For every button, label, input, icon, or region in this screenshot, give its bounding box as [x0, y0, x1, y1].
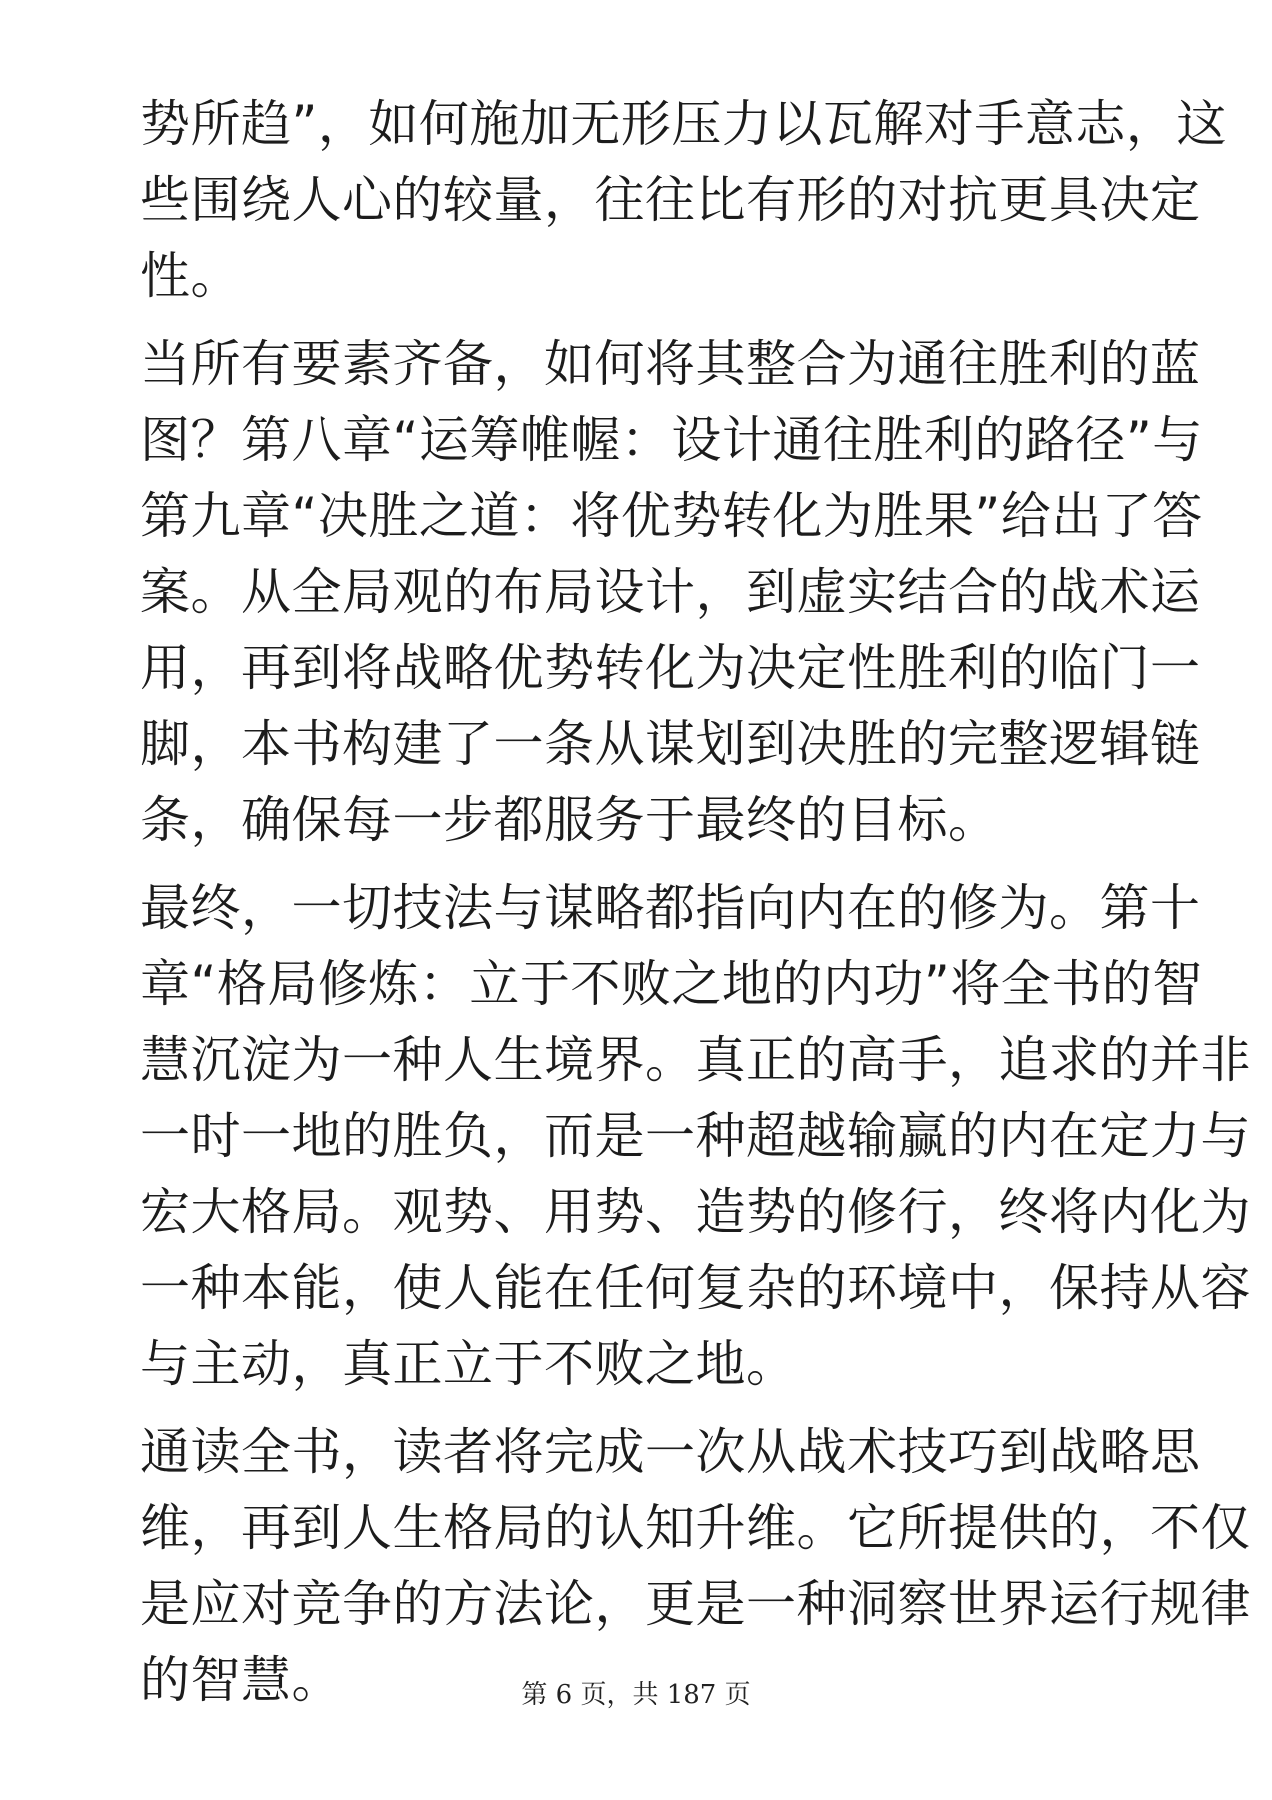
- text-line: 势所趋”，如何施加无形压力以瓦解对手意志，这: [140, 95, 1227, 153]
- text-line: 一种本能，使人能在任何复杂的环境中，保持从容: [140, 1259, 1251, 1317]
- page-number: 第 6 页，共 187 页: [521, 1680, 751, 1710]
- paragraph: [140, 326, 1203, 858]
- paragraph: [140, 86, 1227, 314]
- text-line: 通读全书，读者将完成一次从战术技巧到战略思: [140, 1423, 1201, 1481]
- text-line: 条，确保每一步都服务于最终的目标。: [140, 791, 999, 849]
- text-line: 第九章“决胜之道：将优势转化为胜果”给出了答: [140, 487, 1203, 545]
- text-line: 的智慧。: [140, 1651, 342, 1709]
- body-text: [140, 86, 1251, 1718]
- text-line: 是应对竞争的方法论，更是一种洞察世界运行规律: [140, 1575, 1251, 1633]
- text-line: 维，再到人生格局的认知升维。它所提供的，不仅: [140, 1499, 1251, 1557]
- text-line: 当所有要素齐备，如何将其整合为通往胜利的蓝: [140, 335, 1201, 393]
- text-line: 性。: [140, 247, 241, 305]
- paragraph: [140, 1414, 1251, 1718]
- text-line: 脚，本书构建了一条从谋划到决胜的完整逻辑链: [140, 715, 1201, 773]
- text-line: 一时一地的胜负，而是一种超越输赢的内在定力与: [140, 1107, 1251, 1165]
- text-line: 最终，一切技法与谋略都指向内在的修为。第十: [140, 879, 1201, 937]
- text-line: 图？第八章“运筹帷幄：设计通往胜利的路径”与: [140, 411, 1203, 469]
- text-line: 慧沉淀为一种人生境界。真正的高手，追求的并非: [140, 1031, 1251, 1089]
- text-line: 些围绕人心的较量，往往比有形的对抗更具决定: [140, 171, 1201, 229]
- text-line: 案。从全局观的布局设计，到虚实结合的战术运: [140, 563, 1201, 621]
- text-line: 与主动，真正立于不败之地。: [140, 1335, 797, 1393]
- text-line: 用，再到将战略优势转化为决定性胜利的临门一: [140, 639, 1201, 697]
- paragraph: [140, 870, 1251, 1402]
- text-line: 章“格局修炼：立于不败之地的内功”将全书的智: [140, 955, 1203, 1013]
- text-line: 宏大格局。观势、用势、造势的修行，终将内化为: [140, 1183, 1251, 1241]
